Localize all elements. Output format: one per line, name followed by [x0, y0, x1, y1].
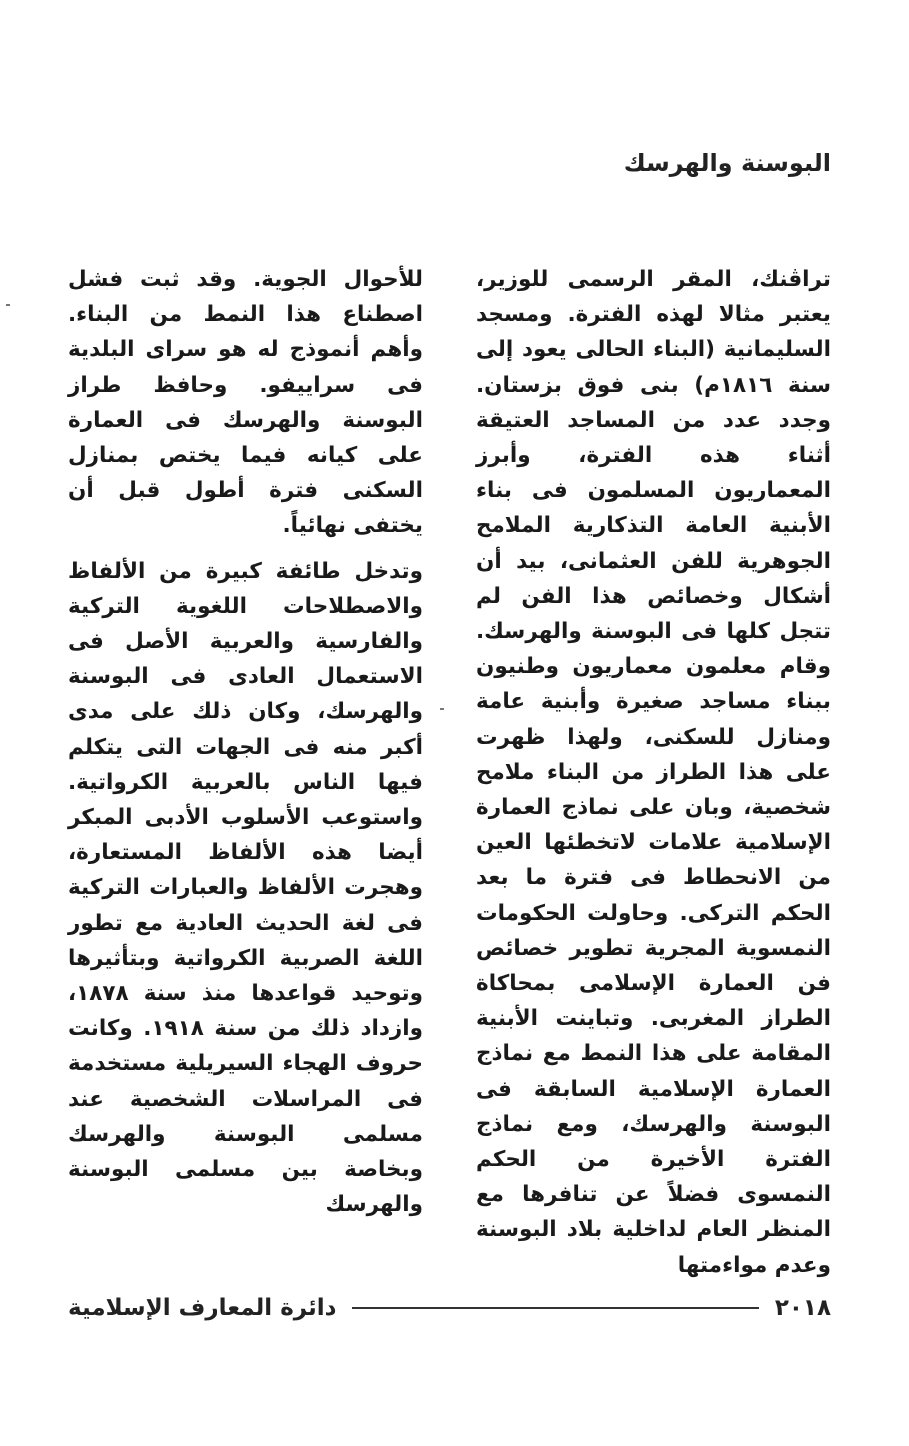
page-number: ٢٠١٨ — [774, 1295, 831, 1321]
margin-mark — [440, 708, 444, 710]
running-header: البوسنة والهرسك — [623, 149, 831, 177]
footer-rule — [352, 1307, 758, 1309]
journal-title: دائرة المعارف الإسلامية — [68, 1295, 337, 1321]
text-column-left — [68, 262, 423, 1232]
page-footer — [68, 1291, 831, 1325]
paragraph: وتدخل طائفة كبيرة من الألفاظ والاصطلاحات اللغوية التركية والفارسية والعربية الأصل فى الاستعمال العادى فى البوسنة والهرسك، وكان ذلك على مدى أكبر منه فى الجهات التى يتكلم فيها الناس بالعربية الكرواتية. واستوعب الأسلوب الأدبى المبكر أيضا هذه الألفاظ المستعارة، وهجرت الألفاظ والعبارات التركية فى لغة الحديث العادية مع تطور اللغة الصربية الكرواتية وبتأثيرها وتوحيد قواعدها منذ سنة ١٨٧٨، وازداد ذلك من سنة ١٩١٨. وكانت حروف الهجاء السيريلية مستخدمة فى المراسلات الشخصية عند مسلمى البوسنة والهرسك وبخاصة بين مسلمى البوسنة والهرسك — [68, 558, 424, 1218]
paragraph: للأحوال الجوية. وقد ثبت فشل اصطناع هذا النمط من البناء. وأهم أنموذج له هو سراى البلدية فى سراييفو. وحافظ طراز البوسنة والهرسك فى العمارة على كيانه فيما يختص بمنازل السكنى فترة أطول قبل أن يختفى نهائياً. — [68, 267, 423, 539]
margin-mark — [6, 304, 10, 306]
paragraph: تراڤنك، المقر الرسمى للوزير، يعتبر مثالا لهذه الفترة. ومسجد السليمانية (البناء الحالى يعود إلى سنة ١٨١٦م) بنى فوق بزستان. وجدد عدد من المساجد العتيقة أثناء هذه الفترة، وأبرز المعماريون المسلمون فى بناء الأبنية العامة التذكارية الملامح الجوهرية للفن العثمانى، بيد أن أشكال وخصائص هذا الفن لم تتجل كلها فى البوسنة والهرسك. وقام معلمون معماريون وطنيون ببناء مساجد صغيرة وأبنية عامة ومنازل للسكنى، ولهذا ظهرت على هذا الطراز من البناء ملامح شخصية، وبان على نماذج العمارة الإسلامية علامات لاتخطئها العين من الانحطاط فى فترة ما بعد الحكم التركى. وحاولت الحكومات النمسوية المجرية تطوير خصائص فن العمارة الإسلامى بمحاكاة الطراز المغربى. وتباينت الأبنية المقامة على هذا النمط مع نماذج العمارة الإسلامية السابقة فى البوسنة والهرسك، ومع نماذج الفترة الأخيرة من الحكم النمسوى فضلاً عن تنافرها مع المنظر العام لداخلية بلاد البوسنة وعدم مواءمتها — [476, 267, 831, 1278]
text-column-right — [476, 262, 831, 1293]
